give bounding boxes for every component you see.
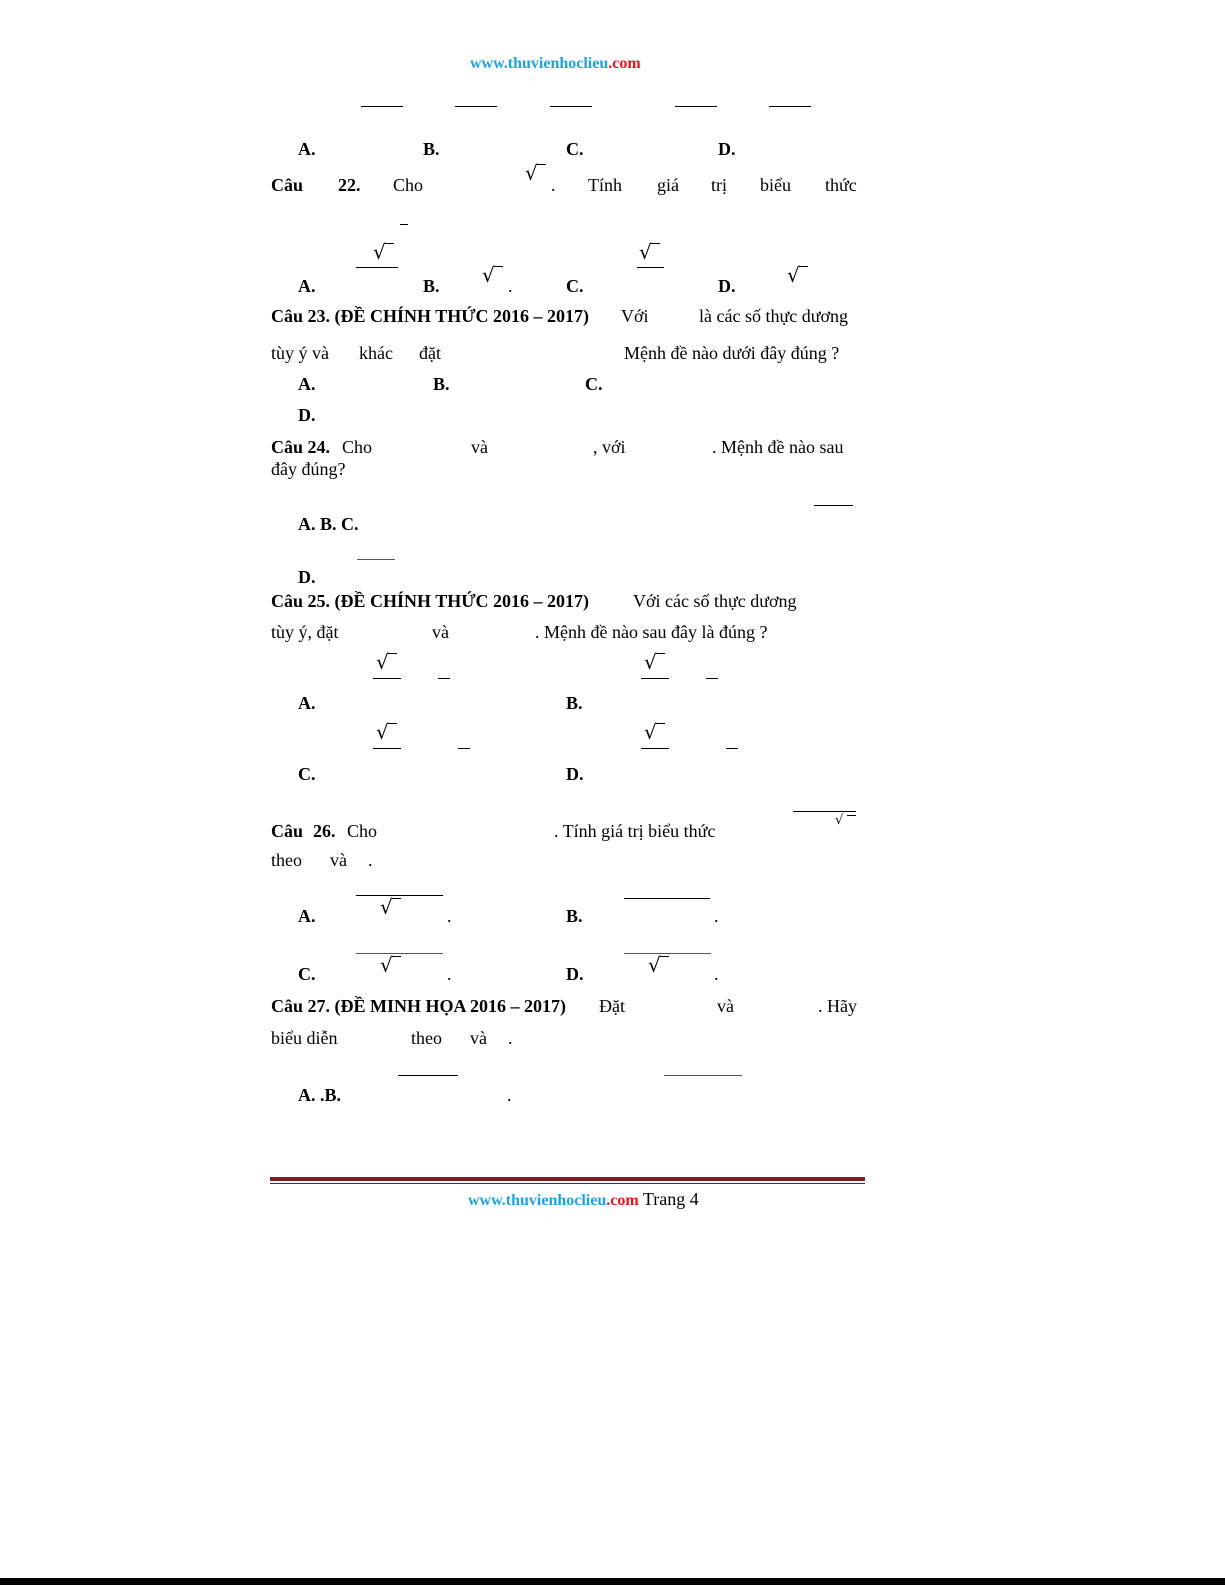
q26-label: Câu — [271, 821, 304, 841]
q22-word: biểu — [760, 175, 791, 195]
q27-text: . Hãy — [818, 996, 857, 1016]
q22-option-b-dot: . — [508, 276, 513, 296]
q21-option-a: A. — [298, 139, 316, 159]
q22-word: thức — [825, 175, 857, 195]
q27-heading: Câu 27. (ĐỀ MINH HỌA 2016 – 2017) — [271, 996, 567, 1016]
q23-option-d: D. — [298, 405, 316, 425]
q27-text: biểu diễn — [271, 1028, 338, 1048]
q27-options-ab: A. .B. — [298, 1085, 342, 1105]
minus-sign — [438, 678, 450, 679]
minus-sign — [400, 224, 408, 225]
q26-text: . — [368, 850, 373, 870]
fraction-bar — [373, 678, 401, 679]
sqrt-symbol: √ — [525, 161, 538, 185]
q25-option-b: B. — [566, 693, 583, 713]
q21-option-c: C. — [566, 139, 584, 159]
fraction-bar — [675, 106, 717, 107]
fraction-bar — [373, 748, 401, 749]
q22-word: Cho — [393, 175, 424, 195]
q27-text: theo — [411, 1028, 442, 1048]
fraction-bar — [814, 505, 853, 506]
q24-heading: Câu 24. — [271, 437, 331, 457]
q23-text: tùy ý và — [271, 343, 329, 363]
footer-site-tld: .com — [606, 1192, 639, 1209]
sqrt-symbol: √ — [380, 895, 393, 919]
sqrt-symbol: √ — [787, 263, 800, 287]
fraction-bar — [624, 953, 711, 954]
q24-option-d: D. — [298, 567, 316, 587]
fraction-bar — [769, 106, 811, 107]
q27-text: và — [717, 996, 734, 1016]
header-site-tld: .com — [608, 55, 641, 72]
q24-text: và — [471, 437, 488, 457]
q26-text: theo — [271, 850, 302, 870]
footer — [468, 1190, 699, 1209]
q27-text: . — [508, 1028, 513, 1048]
q25-option-a: A. — [298, 693, 316, 713]
sqrt-symbol: √ — [376, 720, 389, 744]
q22-option-c: C. — [566, 276, 584, 296]
q26-text: và — [330, 850, 347, 870]
q26-option-d-dot: . — [714, 964, 719, 984]
header-website[interactable] — [470, 56, 641, 72]
page-number: Trang 4 — [642, 1189, 699, 1209]
fraction-bar — [398, 1075, 458, 1076]
q26-option-a-dot: . — [447, 906, 452, 926]
q23-heading: Câu 23. (ĐỀ CHÍNH THỨC 2016 – 2017) — [271, 306, 590, 326]
fraction-bar — [641, 748, 669, 749]
q22-dot: . — [551, 175, 556, 195]
q22-option-d: D. — [718, 276, 736, 296]
q26-text: . Tính giá trị biểu thức — [554, 821, 716, 841]
q27-text: Đặt — [599, 996, 625, 1016]
q24-text: , với — [593, 437, 626, 457]
q25-text: tùy ý, đặt — [271, 622, 339, 642]
q22-word: Tính — [588, 175, 622, 195]
q22-word: giá — [657, 175, 679, 195]
header-site-name: www.thuvienhoclieu — [470, 55, 609, 72]
footer-divider-thin — [270, 1183, 865, 1184]
fraction-bar — [637, 267, 664, 268]
fraction-bar — [356, 953, 443, 954]
fraction-bar — [455, 106, 497, 107]
q26-option-c-dot: . — [447, 964, 452, 984]
q21-option-d: D. — [718, 139, 736, 159]
fraction-bar — [793, 811, 856, 812]
q24-text: . Mệnh đề nào sau — [712, 437, 844, 457]
q24-text: Cho — [342, 437, 373, 457]
q24-text: đây đúng? — [271, 459, 346, 479]
q25-option-d: D. — [566, 764, 584, 784]
q25-option-c: C. — [298, 764, 316, 784]
footer-divider — [270, 1177, 865, 1181]
q23-option-b: B. — [433, 374, 450, 394]
fraction-bar — [664, 1075, 742, 1076]
fraction-bar — [356, 895, 443, 896]
q23-text: là các số thực dương — [699, 306, 848, 326]
q23-text: khác — [359, 343, 393, 363]
q23-option-a: A. — [298, 374, 316, 394]
q25-text: Với các số thực dương — [633, 591, 797, 611]
q21-option-b: B. — [423, 139, 440, 159]
q22-option-a: A. — [298, 276, 316, 296]
fraction-bar — [357, 559, 395, 560]
q22-label: Câu — [271, 175, 304, 195]
footer-site-name: www.thuvienhoclieu — [468, 1192, 607, 1209]
sqrt-symbol: √ — [639, 240, 652, 264]
fraction-bar — [641, 678, 669, 679]
fraction-bar — [361, 106, 403, 107]
fraction-bar — [624, 898, 710, 899]
q26-option-d: D. — [566, 964, 584, 984]
q26-option-b-dot: . — [714, 906, 719, 926]
q27-text: và — [470, 1028, 487, 1048]
sqrt-symbol: √ — [376, 650, 389, 674]
q27-option-dot: . — [507, 1085, 512, 1105]
q23-text: Mệnh đề nào dưới đây đúng ? — [624, 343, 840, 363]
q23-option-c: C. — [585, 374, 603, 394]
q23-text: đặt — [419, 343, 441, 363]
minus-sign — [706, 678, 718, 679]
q25-text: . Mệnh đề nào sau đây là đúng ? — [535, 622, 768, 642]
sqrt-symbol: √ — [644, 720, 657, 744]
q25-text: và — [432, 622, 449, 642]
q26-option-b: B. — [566, 906, 583, 926]
sqrt-symbol: √ — [835, 813, 844, 828]
q26-text: Cho — [347, 821, 378, 841]
q22-option-b: B. — [423, 276, 440, 296]
sqrt-symbol: √ — [482, 263, 495, 287]
q26-number: 26. — [313, 821, 336, 841]
q23-text: Với — [621, 306, 649, 326]
q22-word: trị — [711, 175, 727, 195]
q22-number: 22. — [338, 175, 361, 195]
sqrt-symbol: √ — [373, 240, 386, 264]
sqrt-symbol: √ — [380, 953, 393, 977]
sqrt-symbol: √ — [644, 650, 657, 674]
minus-sign — [726, 748, 738, 749]
q26-option-a: A. — [298, 906, 316, 926]
page-bottom-edge — [0, 1578, 1225, 1585]
minus-sign — [458, 748, 470, 749]
sqrt-symbol: √ — [648, 953, 661, 977]
footer-website[interactable] — [468, 1192, 639, 1209]
fraction-bar — [550, 106, 592, 107]
q24-options-abc: A. B. C. — [298, 514, 359, 534]
q26-option-c: C. — [298, 964, 316, 984]
q25-heading: Câu 25. (ĐỀ CHÍNH THỨC 2016 – 2017) — [271, 591, 590, 611]
fraction-bar — [356, 267, 398, 268]
